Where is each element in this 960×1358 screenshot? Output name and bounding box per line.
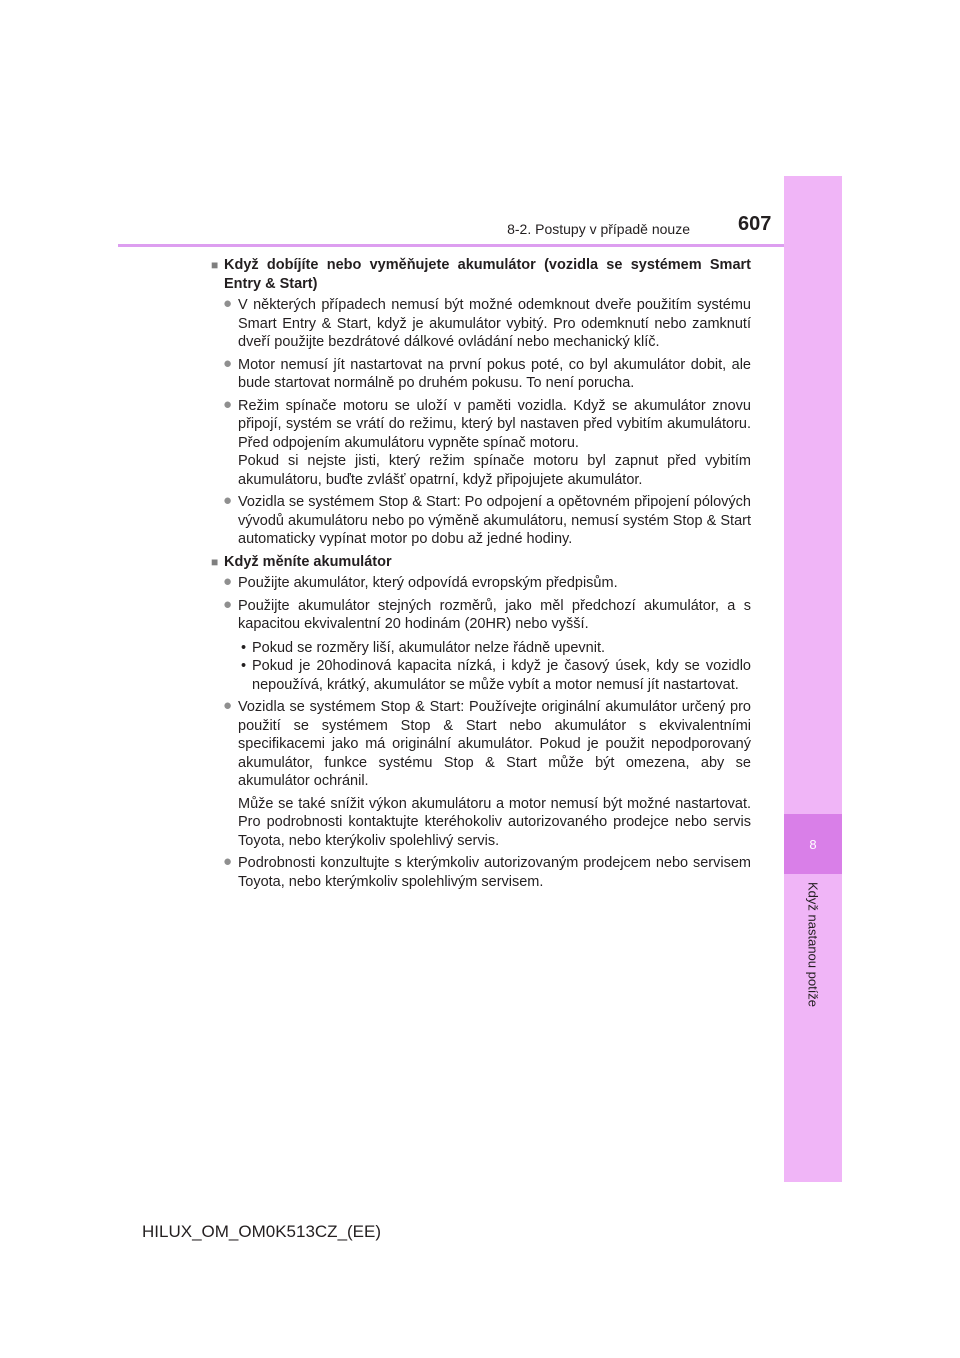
dot-bullet-icon: • (241, 639, 247, 656)
circle-bullet-icon: ● (223, 354, 233, 372)
list-item: ● Použijte akumulátor, který odpovídá evropským předpisům. (223, 573, 618, 591)
list-item: ● Vozidla se systémem Stop & Start: Používejte originální akumulátor určený pro použití se systémem Stop & Start nebo akumulátor s ekvivalentními specifikacemi jako má originální akumulátor. Pokud je použit nepodporovaný akumulátor, funkce systému Stop & Start může být omezena, aby se akumulátor ochránil. (223, 697, 751, 789)
circle-bullet-icon: ● (223, 697, 233, 714)
header-rule (118, 244, 784, 247)
circle-bullet-icon: ● (223, 595, 233, 613)
circle-bullet-icon: ● (223, 573, 233, 590)
list-item: ● Podrobnosti konzultujte s kterýmkoliv autorizovaným prodejcem nebo servisem Toyota, nebo kterýmkoliv spolehlivým servisem. (223, 853, 751, 890)
heading-battery-replacement: ■ Když měníte akumulátor (211, 553, 392, 570)
section-title: 8-2. Postupy v případě nouze (507, 221, 690, 237)
list-item: ● Režim spínače motoru se uloží v paměti vozidla. Když se akumulátor znovu připojí, systém se vrátí do režimu, který byl nastaven před vybitím akumulátoru. Před odpojením akumulátoru vypněte spínač motoru. Pokud si nejste jisti, který režim spínače motoru byl zapnut před vybitím akumulátoru, buďte zvlášť opatrní, když připojujete akumulátor. (223, 395, 751, 488)
list-item: ● Použijte akumulátor stejných rozměrů, jako měl předchozí akumulátor, a s kapacitou ekvivalentní 20 hodinám (20HR) nebo vyšší. • Pokud se rozměry liší, akumulátor nelze řádně upevnit. • Pokud je 20hodinová kapacita nízká, i když je časový úsek, kdy se vozidlo nepoužívá, krátký, akumulátor se může vybít a motor nemusí jít nastartovat. (223, 595, 751, 693)
circle-bullet-icon: ● (223, 295, 233, 312)
chapter-tab (784, 814, 842, 874)
side-band (784, 176, 842, 1182)
sub-list (238, 639, 751, 695)
footer-doc-id: HILUX_OM_OM0K513CZ_(EE) (142, 1222, 382, 1241)
list-item: ● V některých případech nemusí být možné odemknout dveře použitím systému Smart Entry & Start, když je akumulátor vybitý. Pro odemknutí nebo zamknutí dveří použijte bezdrátové dálkové ovládání nebo mechanický klíč. (223, 295, 751, 350)
square-bullet-icon: ■ (211, 258, 219, 272)
circle-bullet-icon: ● (223, 492, 233, 509)
dot-bullet-icon: • (241, 658, 247, 674)
circle-bullet-icon: ● (223, 853, 233, 870)
sub-list-item: • Pokud se rozměry liší, akumulátor nelze řádně upevnit. (241, 639, 606, 656)
heading-battery-charging: ■ Když dobíjíte nebo vyměňujete akumulátor (vozidla se systémem Smart Entry & Start) (211, 257, 751, 292)
circle-bullet-icon: ● (223, 395, 233, 413)
paragraph: Může se také snížit výkon akumulátoru a motor nemusí být možné nastartovat. Pro podrobnosti kontaktujte kteréhokoliv autorizovaného prodejce nebo servis Toyota, nebo kterýkoliv spolehlivý servis. (238, 795, 751, 849)
page-content (211, 256, 751, 895)
list-item: ● Vozidla se systémem Stop & Start: Po odpojení a opětovném připojení pólových vývodů akumulátoru nebo po výměně akumulátoru, nemusí systém Stop & Start automaticky vypínat motor po dobu až jedné hodiny. (223, 492, 751, 547)
chapter-number: 8 (809, 836, 817, 852)
chapter-label: Když nastanou potíže (805, 882, 821, 1008)
sub-list-item: • Pokud je 20hodinová kapacita nízká, i když je časový úsek, kdy se vozidlo nepoužívá, krátký, akumulátor se může vybít a motor nemusí jít nastartovat. (241, 658, 751, 693)
list-item: ● Motor nemusí jít nastartovat na první pokus poté, co byl akumulátor dobit, ale bude startovat normálně po druhém pokusu. To není porucha. (223, 354, 751, 391)
square-bullet-icon: ■ (211, 554, 219, 569)
page-number: 607 (738, 213, 772, 235)
